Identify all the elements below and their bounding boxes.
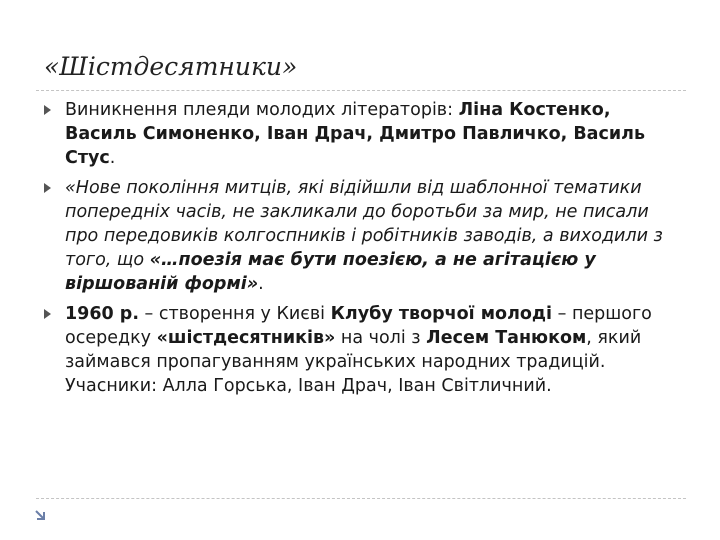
- bullet-item: [44, 302, 684, 398]
- text-segment-bold: 1960 р.: [65, 304, 139, 324]
- bullet-text: [65, 178, 663, 294]
- bullet-text: [65, 100, 645, 168]
- text-segment-bold: Ліна Костенко, Василь Симоненко, Іван Драч, Дмитро Павличко, Василь Стус: [65, 100, 646, 168]
- text-segment: на чолі з: [335, 328, 427, 348]
- text-segment: Виникнення плеяди молодих літераторів:: [65, 100, 459, 120]
- bullet-item: [44, 176, 684, 296]
- text-segment: .: [258, 274, 264, 294]
- text-segment-bold: «шістдесятників»: [156, 328, 336, 348]
- triangle-bullet-icon: [44, 105, 51, 115]
- text-segment-bold: Лесем Танюком: [426, 328, 587, 348]
- slide-nav-arrow-icon[interactable]: [34, 509, 47, 522]
- triangle-bullet-icon: [44, 309, 51, 319]
- bullet-text: [65, 304, 652, 396]
- text-segment: , який займався пропагуванням українських народних традицій. Учасники: Алла Горська, Іван Драч, Іван Світличний.: [65, 328, 642, 396]
- slide-title: «Шістдесятники»: [44, 52, 298, 81]
- title-divider: [36, 90, 686, 91]
- text-segment: – створення у Києві: [138, 304, 331, 324]
- text-segment-bold-italic: «…поезія має бути поезією, а не агітацією у віршованій формі»: [65, 250, 596, 294]
- bullet-list: [44, 98, 684, 404]
- text-segment: – першого осередку: [65, 304, 652, 348]
- footer-divider: [36, 498, 686, 499]
- bullet-item: [44, 98, 684, 170]
- triangle-bullet-icon: [44, 183, 51, 193]
- text-segment-italic: «Нове покоління митців, які відійшли від шаблонної тематики попередніх часів, не закликали до боротьби за мир, не писали про передовиків колгоспників і робітників заводів, а виходили з того, що: [65, 178, 663, 270]
- text-segment: .: [109, 148, 116, 168]
- text-segment-bold: Клубу творчої молоді: [330, 304, 553, 324]
